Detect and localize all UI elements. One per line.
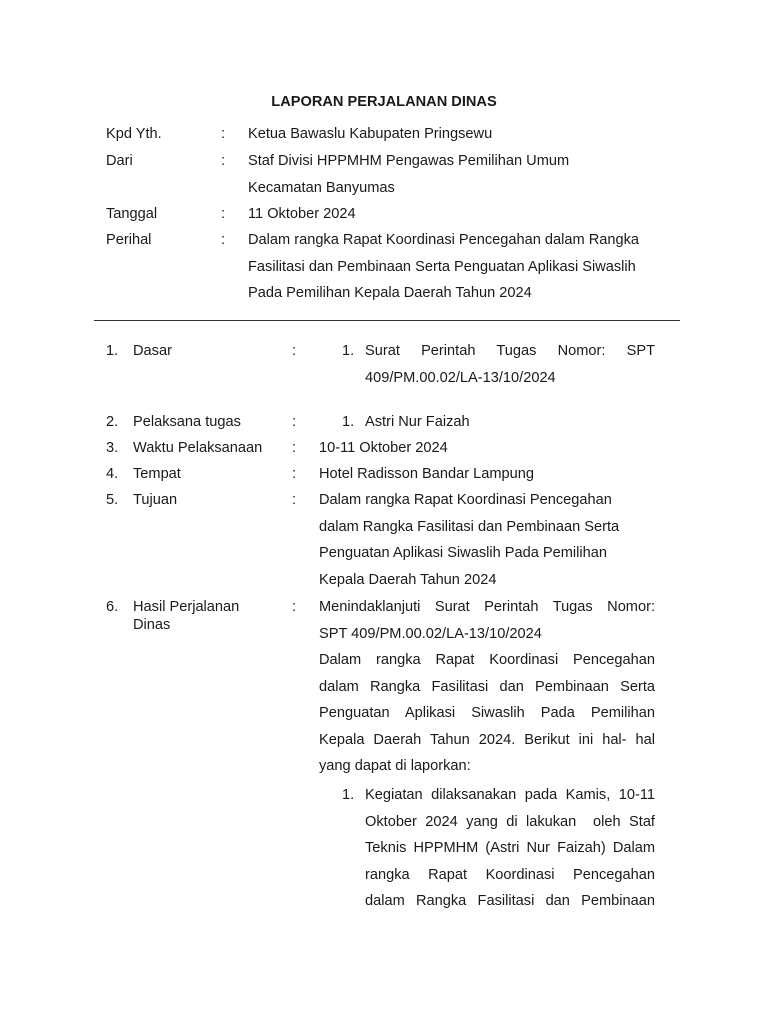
header-value <box>248 227 668 307</box>
item-label-line: Dinas <box>133 617 171 633</box>
sub-item-line: rangka Rapat Koordinasi Pencegahan <box>365 866 655 883</box>
item-number: 1. <box>106 343 119 359</box>
sub-item-number: 1. <box>342 414 355 430</box>
header-value-line: Fasilitasi dan Pembinaan Serta Penguatan Aplikasi Siwaslih <box>248 258 636 275</box>
item-colon: : <box>292 466 297 482</box>
item-label: Waktu Pelaksanaan <box>133 440 263 456</box>
sub-item-number: 1. <box>342 343 355 359</box>
header-colon: : <box>221 232 226 248</box>
item-value-line: 409/PM.00.02/LA-13/10/2024 <box>365 369 556 386</box>
item-number: 6. <box>106 599 119 615</box>
item-value: Astri Nur Faizah <box>365 414 470 430</box>
item-label: Tempat <box>133 466 181 482</box>
paragraph-line: Penguatan Aplikasi Siwaslih Pada Pemilihan <box>319 705 655 721</box>
item-value <box>365 338 655 391</box>
item-colon: : <box>292 343 297 359</box>
item-value: 10-11 Oktober 2024 <box>319 440 448 456</box>
header-value-line: 11 Oktober 2024 <box>248 206 356 222</box>
paragraph-line: Kepala Daerah Tahun 2024. Berikut ini hal- hal <box>319 731 655 748</box>
paragraph-line: SPT 409/PM.00.02/LA-13/10/2024 <box>319 625 542 642</box>
item-colon: : <box>292 599 297 615</box>
header-value <box>248 201 668 228</box>
header-value-line: Dalam rangka Rapat Koordinasi Pencegahan dalam Rangka <box>248 232 640 248</box>
item-number: 2. <box>106 414 119 430</box>
item-value-line: Kepala Daerah Tahun 2024 <box>319 571 497 588</box>
header-colon: : <box>221 206 226 222</box>
sub-item-line: dalam Rangka Fasilitasi dan Pembinaan <box>365 893 655 909</box>
header-value-line: Kecamatan Banyumas <box>248 179 395 196</box>
paragraph-line: Dalam rangka Rapat Koordinasi Pencegahan <box>319 652 655 668</box>
item-label: Tujuan <box>133 492 178 508</box>
item-value: Hotel Radisson Bandar Lampung <box>319 466 534 482</box>
header-label: Tanggal <box>106 206 158 222</box>
header-value-line: Pada Pemilihan Kepala Daerah Tahun 2024 <box>248 285 532 301</box>
header-value-line: Staf Divisi HPPMHM Pengawas Pemilihan Umum <box>248 153 570 169</box>
item-number: 5. <box>106 492 119 508</box>
header-colon: : <box>221 153 226 169</box>
sub-item-value <box>365 782 655 915</box>
item-value <box>319 594 655 780</box>
paragraph-line: yang dapat di laporkan: <box>319 758 471 774</box>
item-label: Pelaksana tugas <box>133 414 241 430</box>
item-colon: : <box>292 440 297 456</box>
item-label <box>133 594 283 634</box>
document-title: LAPORAN PERJALANAN DINAS <box>271 94 497 110</box>
item-label-line: Hasil Perjalanan <box>133 599 240 615</box>
header-divider <box>94 320 680 321</box>
sub-item-number: 1. <box>342 787 355 803</box>
item-label: Dasar <box>133 343 172 359</box>
item-colon: : <box>292 492 297 508</box>
header-value-line: Ketua Bawaslu Kabupaten Pringsewu <box>248 126 493 142</box>
header-value <box>248 121 668 148</box>
sub-item-line: Kegiatan dilaksanakan pada Kamis, 10-11 <box>365 787 655 803</box>
paragraph-line: Menindaklanjuti Surat Perintah Tugas Nomor: <box>319 599 655 615</box>
item-number: 4. <box>106 466 119 482</box>
paragraph-line: dalam Rangka Fasilitasi dan Pembinaan Serta <box>319 678 655 695</box>
sub-item-line: Teknis HPPMHM (Astri Nur Faizah) Dalam <box>365 840 655 856</box>
item-value-line: Surat Perintah Tugas Nomor: SPT <box>365 343 655 359</box>
item-value-line: Dalam rangka Rapat Koordinasi Pencegahan <box>319 492 612 508</box>
item-value-line: Penguatan Aplikasi Siwaslih Pada Pemilihan <box>319 545 607 561</box>
header-label: Perihal <box>106 232 152 248</box>
item-colon: : <box>292 414 297 430</box>
sub-item-line: Oktober 2024 yang di lakukan oleh Staf <box>365 813 655 830</box>
item-value-line: dalam Rangka Fasilitasi dan Pembinaan Serta <box>319 518 620 535</box>
item-number: 3. <box>106 440 119 456</box>
header-label: Kpd Yth. <box>106 126 162 142</box>
header-colon: : <box>221 126 226 142</box>
header-value <box>248 148 668 201</box>
header-label: Dari <box>106 153 133 169</box>
item-value <box>319 487 655 593</box>
